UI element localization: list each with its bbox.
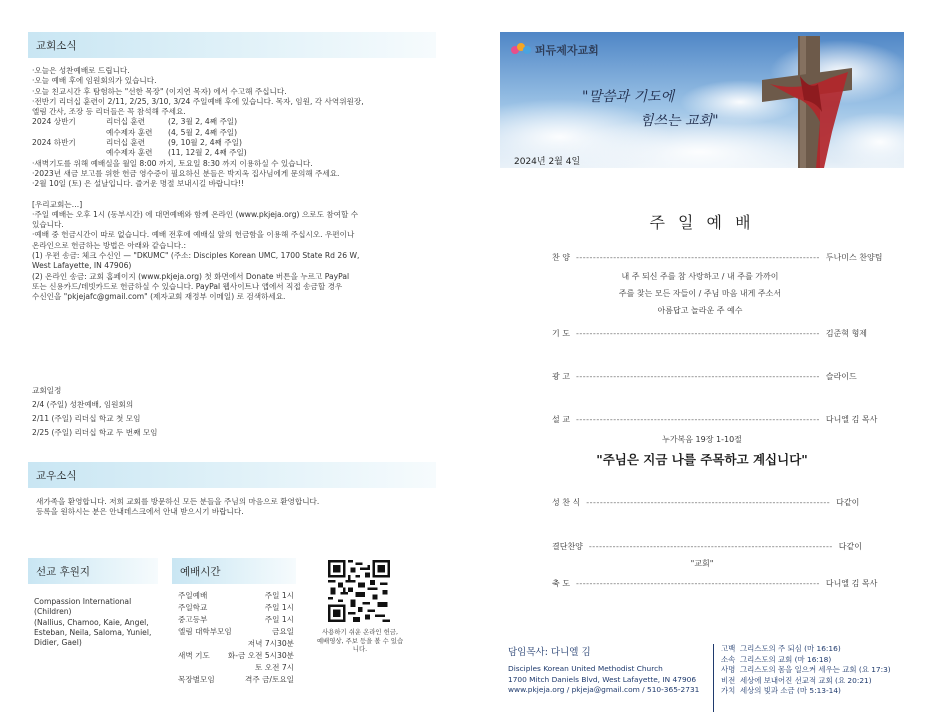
- order-row-notice: 광 고 ------------------------------------------------------------------------ 슬라이드: [552, 372, 857, 381]
- qr-code[interactable]: [328, 560, 390, 622]
- service-row: 새벽 기도 화-금 오전 5시30분: [178, 651, 294, 660]
- ours-item: 수신인을 "pkjejafc@gmail.com" (제자교회 재정부 이메일) 로 검색하세요.: [32, 292, 286, 302]
- ours-item: ·예배 중 헌금시간이 따로 없습니다. 예배 전후에 예배실 앞의 헌금함을 이용해 주십시오. 우편이나: [32, 230, 355, 240]
- members-item: 등록을 원하시는 분은 안내데스크에서 안내 받으시기 바랍니다.: [36, 507, 244, 517]
- training-row: 2024 하반기 리더십 훈련 (9, 10월 2, 4째 주일): [32, 138, 242, 148]
- order-row-hymn: 찬 양 ------------------------------------------------------------------------ 두나미스 찬양팀: [552, 253, 883, 262]
- slogan-line-1: "말씀과 기도에: [582, 89, 675, 105]
- order-row-communion: 성 찬 식 ------------------------------------------------------------------------ 다같이: [552, 498, 860, 507]
- members-list: [36, 497, 319, 518]
- service-row: 엘림 대학부모임 금요일: [178, 627, 294, 636]
- decision-song: "교회": [690, 559, 714, 568]
- bulletin-date: 2024년 2월 4일: [514, 157, 581, 167]
- sermon-title: "주님은 지금 나를 주목하고 계십니다": [596, 452, 808, 467]
- schedule-item: 2/4 (주일) 성찬예배, 임원회의: [32, 400, 134, 409]
- training-row: 예수제자 훈련 (11, 12월 2, 4째 주일): [106, 148, 247, 158]
- service-times-table: [178, 590, 294, 686]
- service-row: 목장별모임 격주 금/토요일: [178, 675, 294, 684]
- mission-list: Compassion International (Children) (Nallius, Chamoo, Kaie, Angel, Esteban, Neila, Saloma, Yuniel, Didier, Gael): [34, 597, 152, 648]
- schedule-section: [32, 384, 158, 440]
- ours-title: [우리교회는…]: [32, 199, 83, 209]
- training-row: 예수제자 훈련 (4, 5월 2, 4째 주일): [106, 127, 238, 137]
- slogan-line-2: 힘쓰는 교회": [640, 113, 719, 129]
- church-logo-icon: [510, 42, 532, 56]
- church-english-name: Disciples Korean United Methodist Church: [508, 664, 663, 673]
- members-title: 교우소식: [36, 470, 77, 482]
- news-item: ·오늘은 성찬예배로 드립니다.: [32, 66, 130, 75]
- ours-item: (1) 우편 송금: 체크 수신인 — "DKUMC" (주소: Disciples Korean UMC, 1700 State Rd 26 W,: [32, 251, 360, 261]
- news-item: ·2월 10일 (토) 은 설날입니다. 즐거운 명절 보내시길 바랍니다!!: [32, 179, 245, 189]
- ours-item: (2) 온라인 송금: 교회 홈페이지 (www.pkjeja.org) 첫 화면에서 Donate 버튼을 누르고 PayPal: [32, 271, 350, 281]
- hymn-lyrics: 내 주 되신 주를 참 사랑하고 / 내 주를 가까이 주를 찾는 모든 자들이 / 주님 마음 내게 주소서 아름답고 놀라운 주 예수: [618, 272, 782, 315]
- service-row: 주일학교 주일 1시: [178, 603, 294, 612]
- core-value-row: 소속 그리스도의 교회 (마 16:18): [721, 654, 832, 664]
- news-item: ·새벽기도를 위해 예배실을 월일 8:00 까지, 토요일 8:30 까지 이용하실 수 있습니다.: [32, 158, 313, 168]
- order-row-blessing: 축 도 ------------------------------------------------------------------------ 다니엘 김 목사: [552, 579, 878, 588]
- news-item: ·전반기 리더십 훈련이 2/11, 2/25, 3/10, 3/24 주일예배 후에 있습니다. 목자, 임원, 각 사역위원장,: [32, 96, 364, 106]
- training-row: 2024 상반기 리더십 훈련 (2, 3월 2, 4째 주일): [32, 117, 238, 127]
- qr-caption: 사용하기 쉬운 온라인 헌금, 예배영상, 주보 등을 볼 수 있습니다.: [316, 628, 404, 654]
- footer-church-info: [508, 644, 699, 696]
- pastor-name: 담임목사: 다니엘 김: [508, 647, 591, 658]
- members-header-band: [28, 462, 436, 488]
- ours-item: ·주일 예배는 오후 1시 (동부시간) 에 대면예배와 함께 온라인 (www.pkjeja.org) 으로도 참여할 수: [32, 209, 359, 219]
- ours-item: 온라인으로 헌금하는 방법은 아래와 같습니다.:: [32, 240, 187, 250]
- order-row-prayer: 기 도 ------------------------------------------------------------------------ 김준혁 형제: [552, 329, 868, 338]
- schedule-item: 2/25 (주일) 리더십 학교 두 번째 모임: [32, 428, 158, 437]
- schedule-item: 2/11 (주일) 리더십 학교 첫 모임: [32, 414, 141, 423]
- order-row-decision: 결단찬양 ------------------------------------------------------------------------ 다같이: [552, 542, 862, 551]
- service-row: 주일예배 주일 1시: [178, 591, 294, 600]
- church-address: 1700 Mitch Daniels Blvd, West Lafayette, IN 47906: [508, 674, 697, 684]
- news-header-band: [28, 32, 436, 58]
- ours-item: 또는 신용카드/데빗카드로 헌금하실 수 있습니다. PayPal 웹사이트나 앱에서 직접 송금할 경우: [32, 281, 343, 291]
- ours-item: West Lafayette, IN 47906): [32, 261, 132, 271]
- worship-title: 주 일 예 배: [649, 213, 755, 232]
- service-row: 토 오전 7시: [254, 663, 294, 672]
- church-name: 퍼듀제자교회: [535, 44, 599, 57]
- scripture: 누가복음 19장 1-10절: [662, 435, 742, 444]
- church-logo: [510, 41, 532, 60]
- mission-title: 선교 후원지: [36, 566, 91, 578]
- core-value-row: 사명 그리스도의 몸을 일으켜 세우는 교회 (요 17:3): [721, 665, 891, 675]
- church-contact: www.pkjeja.org / pkjeja@gmail.com / 510-365-2731: [508, 685, 700, 694]
- service-row: 저녁 7시30분: [247, 639, 294, 648]
- news-item: ·오늘 예배 후에 임원회의가 있습니다.: [32, 76, 157, 86]
- service-times-header-band: [172, 558, 296, 584]
- news-list: [32, 66, 364, 303]
- news-item: 엘림 간사, 조장 등 리더들은 꼭 참석해 주세요.: [32, 107, 186, 117]
- ours-item: 있습니다.: [32, 220, 64, 230]
- core-value-row: 비전 세상에 보내어진 선교적 교회 (요 20:21): [721, 675, 872, 685]
- news-title: 교회소식: [36, 40, 77, 52]
- news-item: ·오늘 친교시간 후 탐험하는 "선한 목장" (이지연 목자) 에서 수고해 주십니다.: [32, 86, 287, 96]
- service-row: 중고등부 주일 1시: [178, 615, 294, 624]
- service-times-title: 예배시간: [180, 566, 221, 578]
- mission-header-band: [28, 558, 158, 584]
- core-value-row: 가치 세상의 빛과 소금 (마 5:13-14): [721, 686, 841, 696]
- footer-divider: [713, 644, 714, 712]
- members-item: 새가족을 환영합니다. 저희 교회를 방문하신 모든 분들을 주님의 마음으로 환영합니다.: [36, 497, 320, 506]
- news-item: ·2023년 새금 보고를 위한 헌금 영수증이 필요하신 분들은 박지옥 집사님에게 문의해 주세요.: [32, 168, 340, 178]
- core-values: [721, 644, 891, 697]
- schedule-title: 교회일정: [32, 386, 62, 395]
- order-row-sermon: 설 교 ------------------------------------------------------------------------ 다니엘 김 목사: [552, 415, 878, 424]
- core-value-row: 고백 그리스도의 주 되심 (마 16:16): [721, 644, 841, 653]
